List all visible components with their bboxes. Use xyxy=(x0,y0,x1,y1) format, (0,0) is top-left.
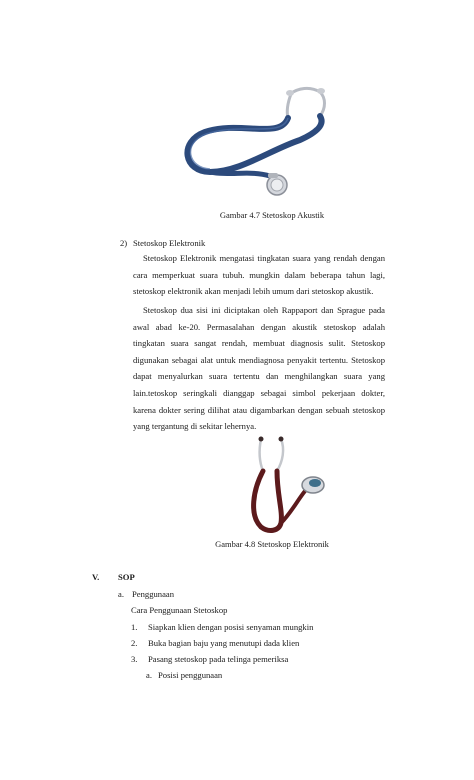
paragraph-line: karena dokter sering dilihat atau digambarkan dengan sebuah stetoskop xyxy=(133,404,385,415)
figure-caption-acoustic: Gambar 4.7 Stetoskop Akustik xyxy=(219,210,325,220)
paragraph-line: awal abad ke-20. Permasalahan dengan akustik stetoskop adalah xyxy=(133,321,385,332)
step-number: 2. xyxy=(131,638,138,648)
section-heading: Stetoskop Elektronik xyxy=(133,238,206,248)
sub-list-label: Penggunaan xyxy=(132,589,175,599)
step-number: 3. xyxy=(131,654,138,664)
electronic-stethoscope-image xyxy=(235,435,330,535)
acoustic-stethoscope-image xyxy=(170,80,345,205)
paragraph-1 xyxy=(133,250,385,300)
step-text: Buka bagian baju yang menutupi dada klien xyxy=(148,638,300,648)
figure-caption-electronic: Gambar 4.8 Stetoskop Elektronik xyxy=(215,539,329,549)
list-number: 2) xyxy=(120,238,128,248)
step-text: Siapkan klien dengan posisi senyaman mungkin xyxy=(148,622,314,632)
paragraph-line: lain.tetoskop seringkali dianggap sebagai simbol pekerjaan dokter, xyxy=(133,387,385,398)
step-text: Pasang stetoskop pada telinga pemeriksa xyxy=(148,654,289,664)
paragraph-line: dapat menyalurkan suara tertentu dan menghilangkan suara yang xyxy=(133,371,385,382)
paragraph-line: yang tergantung di sekitar lehernya. xyxy=(133,421,257,432)
paragraph-line: stetoskop elektronik akan menjadi lebih umum dari stetoskop akustik. xyxy=(133,286,374,297)
nested-list-label: Posisi penggunaan xyxy=(158,670,223,680)
nested-list-marker: a. xyxy=(146,670,152,680)
paragraph-2 xyxy=(133,302,385,435)
subheading: Cara Penggunaan Stetoskop xyxy=(131,605,228,615)
step-number: 1. xyxy=(131,622,138,632)
section-numeral: V. xyxy=(92,572,100,582)
paragraph-line: digunakan sebagai alat untuk mendiagnosa penyakit tertentu. Stetoskop xyxy=(133,354,385,365)
paragraph-line: Stetoskop dua sisi ini diciptakan oleh Rappaport dan Sprague pada xyxy=(143,305,385,315)
paragraph-line: cara memperkuat suara tubuh. mungkin dalam beberapa tahun lagi, xyxy=(133,269,385,280)
sub-list-marker: a. xyxy=(118,589,124,599)
section-title: SOP xyxy=(118,572,135,582)
paragraph-line: tingkatan suara sangat rendah, membuat diagnosis sulit. Stetoskop xyxy=(133,338,385,349)
paragraph-line: Stetoskop Elektronik mengatasi tingkatan suara yang rendah dengan xyxy=(143,253,385,263)
